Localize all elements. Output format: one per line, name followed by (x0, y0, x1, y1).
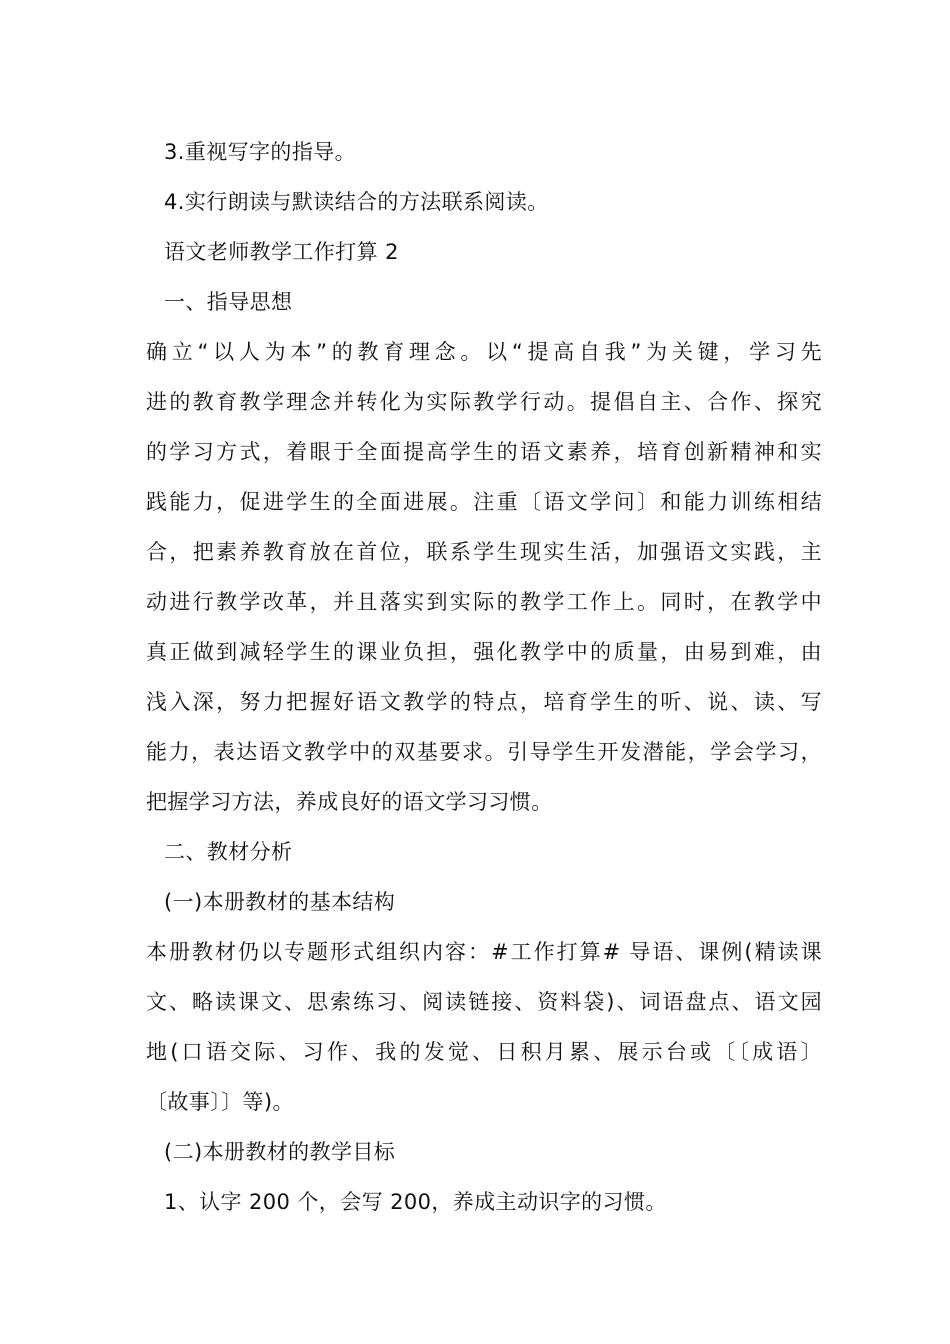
item-4-reading-method: 4.实行朗读与默读结合的方法联系阅读。 (164, 190, 549, 214)
heading-textbook-analysis: 二、教材分析 (164, 840, 293, 864)
structure-line-2: 文、略读课文、思索练习、阅读链接、资料袋)、词语盘点、语文园 (146, 990, 822, 1014)
paragraph-line-9: 能力，表达语文教学中的双基要求。引导学生开发潜能，学会学习， (146, 740, 822, 764)
section-title-plan-2: 语文老师教学工作打算 2 (164, 240, 399, 264)
subheading-basic-structure: (一)本册教材的基本结构 (164, 890, 396, 914)
structure-line-1: 本册教材仍以专题形式组织内容：#工作打算# 导语、课例(精读课 (146, 940, 822, 964)
goal-item-1: 1、认字 200 个，会写 200，养成主动识字的习惯。 (164, 1190, 667, 1214)
paragraph-line-5: 合，把素养教育放在首位，联系学生现实生活，加强语文实践，主 (146, 540, 822, 564)
paragraph-line-8: 浅入深，努力把握好语文教学的特点，培育学生的听、说、读、写 (146, 690, 822, 714)
structure-line-3: 地(口语交际、习作、我的发觉、日积月累、展示台或〔〔成语〕 (146, 1040, 822, 1064)
paragraph-line-6: 动进行教学改革，并且落实到实际的教学工作上。同时，在教学中 (146, 590, 822, 614)
paragraph-line-7: 真正做到减轻学生的课业负担，强化教学中的质量，由易到难，由 (146, 640, 822, 664)
paragraph-line-4: 践能力，促进学生的全面进展。注重〔语文学问〕和能力训练相结 (146, 490, 822, 514)
heading-guiding-ideology: 一、指导思想 (164, 290, 293, 314)
paragraph-line-10: 把握学习方法，养成良好的语文学习习惯。 (146, 790, 553, 814)
paragraph-line-3: 的学习方式，着眼于全面提高学生的语文素养，培育创新精神和实 (146, 440, 822, 464)
paragraph-line-2: 进的教育教学理念并转化为实际教学行动。提倡自主、合作、探究 (146, 390, 822, 414)
item-3-writing-guidance: 3.重视写字的指导。 (164, 140, 357, 164)
subheading-teaching-goals: (二)本册教材的教学目标 (164, 1140, 396, 1164)
structure-line-4: 〔故事〕〕等)。 (146, 1090, 294, 1114)
paragraph-line-1: 确立“以人为本”的教育理念。以“提高自我”为关键，学习先 (146, 340, 822, 364)
